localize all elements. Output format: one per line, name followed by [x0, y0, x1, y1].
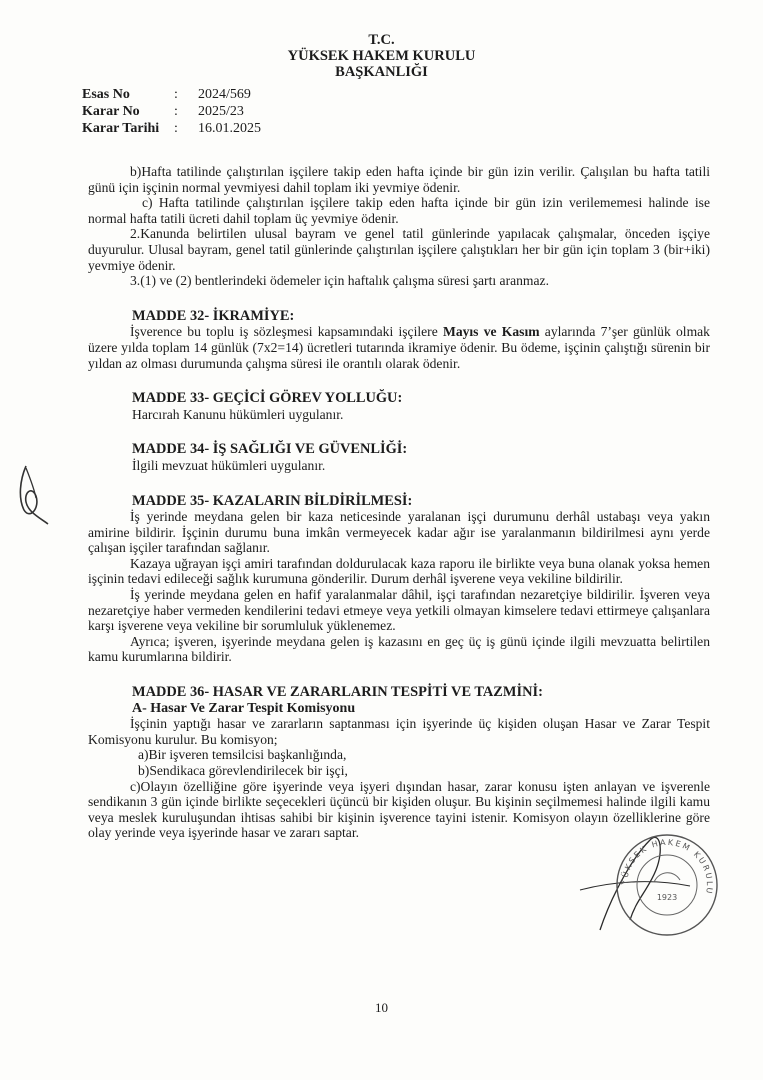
document-header [0, 32, 763, 80]
article-35-paragraph-1: İş yerinde meydana gelen bir kaza neticesinde yaralanan işçi durumunu derhâl ustabaşı veya yakın amirine bildirir. İşçinin durumu buna imkân vermeyecek kadar ağır ise yaralanmanın bildirilmesi aynı yerde çalışan işçiler tarafından sağlanır. [88, 509, 710, 556]
article-35-heading: MADDE 35- KAZALARIN BİLDİRİLMESİ: [132, 492, 413, 509]
stamp-text: YÜKSEK HAKEM KURULU [619, 837, 715, 896]
article-36-item-c: c)Olayın özelliğine göre işyerinde veya işyeri dışından hasar, zarar konusu işten anlayan ve işverenle sendikanın 3 gün içinde birlikte seçecekleri üçüncü bir kişiden oluşur. Bu kişinin seçilmemesi halinde ilgili kamu veya meslek kuruluşundan ihtisas sahibi bir kişinin işverence tayini istenir. Komisyon olayın özelliklerine göre olay yerinde veya işyerinde hasar ve zararı saptar. [88, 778, 710, 841]
article-34-heading: MADDE 34- İŞ SAĞLIĞI VE GÜVENLİĞİ: [132, 441, 408, 458]
header-tc: T.C. [368, 32, 395, 48]
article-36-heading: MADDE 36- HASAR VE ZARARLARIN TESPİTİ VE TAZMİNİ: [132, 684, 543, 701]
case-info-key: Esas No [82, 87, 130, 102]
colon: : [174, 104, 178, 119]
official-stamp [612, 830, 722, 940]
article-33-text: Harcırah Kanunu hükümleri uygulanır. [132, 406, 344, 422]
stamp-year: 1923 [656, 893, 678, 902]
article-32-heading: MADDE 32- İKRAMİYE: [132, 307, 295, 324]
header-presidency: BAŞKANLIĞI [335, 64, 428, 80]
article-33-heading: MADDE 33- GEÇİCİ GÖREV YOLLUĞU: [132, 390, 403, 407]
case-info-value: 2024/569 [198, 87, 251, 102]
handwritten-initial-signature [14, 458, 54, 528]
case-info-row [82, 86, 261, 103]
article-32-text [88, 324, 710, 371]
case-info-row [82, 120, 261, 137]
list-item: b)Sendikaca görevlendirilecek bir işçi, [138, 763, 348, 778]
article-35-paragraph-2: Kazaya uğrayan işçi amiri tarafından doldurulacak kaza raporu ile birlikte veya buna olanak yoksa hemen işçinin tedavi edileceği sağlık kurumuna gönderilir. Durum derhâl işverene veya vekiline bildirilir. [88, 555, 710, 587]
article-32-months: Mayıs ve Kasım [442, 324, 540, 340]
article-34-text: İlgili mevzuat hükümleri uygulanır. [132, 457, 326, 473]
case-info-key: Karar No [82, 104, 140, 119]
list-item: a)Bir işveren temsilcisi başkanlığında, [138, 747, 347, 763]
article-32-text-b: aylarında 7’şer günlük olmak üzere yılda toplam 14 günlük (7x2=14) ücretleri tutarında ikramiye ödenir. Bu ödeme, işçinin çalıştığı sürenin bir yıldan az olması durumunda çalışma süresi ile orantılı olarak ödenir. [88, 324, 710, 371]
article-35-paragraph-4: Ayrıca; işveren, işyerinde meydana gelen iş kazasını en geç üç iş günü içinde ilgili mevzuatta belirtilen kamu kurumlarına bildirir. [88, 633, 710, 665]
article-35-paragraph-3: İş yerinde meydana gelen en hafif yaralanmalar dâhil, işçi tarafından nezaretçiye bildirilir. İşveren veya nezaretçiye haber vermeden kendilerini tedavi etmeye veya yetkili olmayan kimselere tedavi ettirmeye çalışanlara karşı işverene veya vekiline bir sorumluluk yüklenemez. [88, 587, 710, 634]
paragraph-3: 3.(1) ve (2) bentlerindeki ödemeler için haftalık çalışma süresi şartı aranmaz. [130, 273, 549, 289]
article-36-subheading: A- Hasar Ve Zarar Tespit Komisyonu [132, 700, 356, 716]
paragraph-2: 2.Kanunda belirtilen ulusal bayram ve genel tatil günlerinde yapılacak çalışmalar, önceden işçiye duyurulur. Ulusal bayram, genel tatil günlerinde çalıştırılan işçilere çalıştıkları her bir gün için toplam 3 (bir+iki) yevmiye ödenir. [88, 226, 710, 273]
article-36-paragraph-1: İşçinin yaptığı hasar ve zararların saptanması için işyerinde üç kişiden oluşan Hasar ve Zarar Tespit Komisyonu kurulur. Bu komisyon; [88, 716, 710, 747]
colon: : [174, 121, 178, 136]
colon: : [174, 87, 178, 102]
paragraph-b: b)Hafta tatilinde çalıştırılan işçilere takip eden hafta içinde bir gün izin verilir. Çalışılan bu hafta tatili günü için işçinin normal yevmiyesi dahil toplam iki yevmiye ödenir. [88, 164, 710, 195]
article-36-list [138, 747, 710, 778]
document-body [88, 164, 710, 841]
article-32-text-a: İşverence bu toplu iş sözleşmesi kapsamındaki işçilere [130, 324, 443, 340]
case-info-value: 16.01.2025 [198, 121, 261, 136]
header-institution: YÜKSEK HAKEM KURULU [287, 48, 476, 64]
case-info-value: 2025/23 [198, 104, 244, 119]
case-info-key: Karar Tarihi [82, 121, 160, 136]
case-info-row [82, 103, 261, 120]
case-info-block [82, 86, 261, 137]
page-number: 10 [375, 1000, 388, 1015]
paragraph-c: c) Hafta tatilinde çalıştırılan işçilere takip eden hafta içinde bir gün izin verilememesi halinde ise normal hafta tatili ücreti dahil toplam üç yevmiye ödenir. [88, 195, 710, 226]
